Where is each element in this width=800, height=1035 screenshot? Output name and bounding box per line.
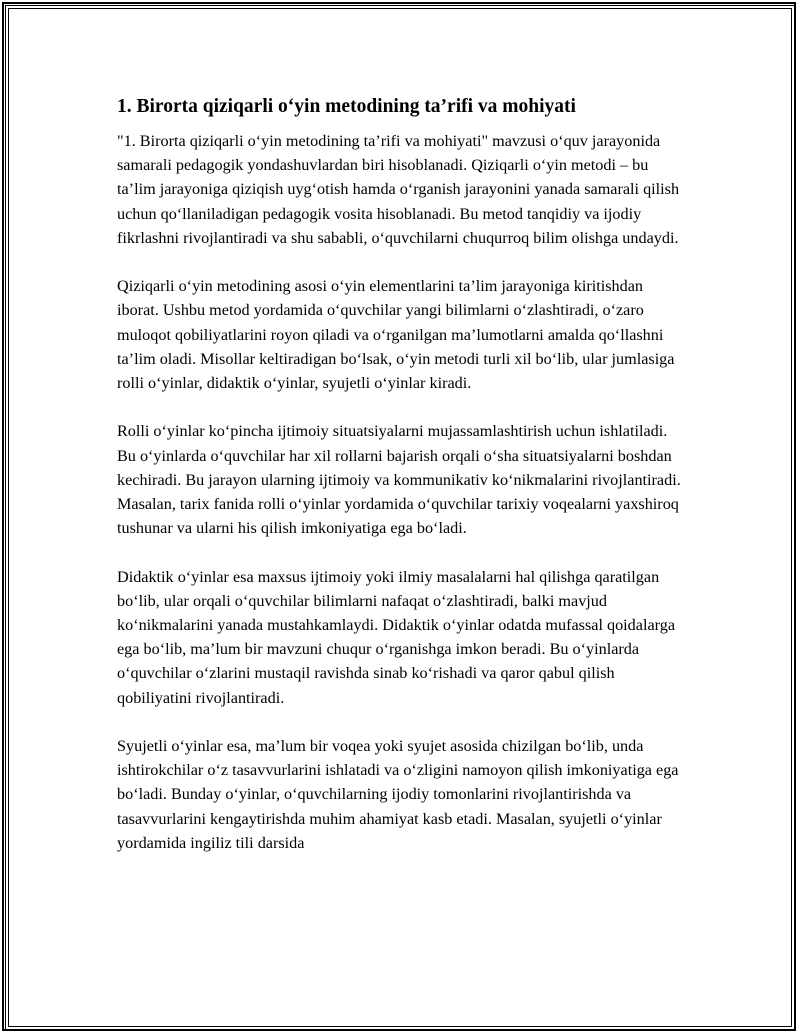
paragraph-didactic-games: Didaktik o‘yinlar esa maxsus ijtimoiy yoki ilmiy masalalarni hal qilishga qaratilgan bo‘lib, ular orqali o‘quvchilar bilimlarni nafaqat o‘zlashtiradi, balki mavjud ko‘nikmalarini yanada mustahkamlaydi. Didaktik o‘yinlar odatda mufassal qoidalarga ega bo‘lib, ma’lum bir mavzuni chuqur o‘rganishga imkon beradi. Bu o‘yinlarda o‘quvchilar o‘zlarini mustaqil ravishda sinab ko‘rishadi va qaror qabul qilish qobiliyatini rivojlantiradi. [117, 567, 676, 707]
document-body [117, 93, 687, 879]
paragraph-plot-games: Syujetli o‘yinlar esa, ma’lum bir voqea yoki syujet asosida chizilgan bo‘lib, unda ishtirokchilar o‘z tasavvurlarini ishlatadi va o‘zligini namoyon qilish imkoniyatiga ega bo‘ladi. Bunday o‘yinlar, o‘quvchilarning ijodiy tomonlarini rivojlantirishda va tasavvurlarini kengaytirishda muhim ahamiyat kasb etadi. Masalan, syujetli o‘yinlar yordamida ingiliz tili darsida [117, 737, 679, 852]
section-heading: 1. Birorta qiziqarli o‘yin metodining ta’rifi va mohiyati [117, 96, 576, 117]
paragraph-intro: "1. Birorta qiziqarli o‘yin metodining ta’rifi va mohiyati" mavzusi o‘quv jarayonida samarali pedagogik yondashuvlardan biri hisoblanadi. Qiziqarli o‘yin metodi – bu ta’lim jarayoniga qiziqish uyg‘otish hamda o‘rganish jarayonini yanada samarali qilish uchun qo‘llaniladigan pedagogik vosita hisoblanadi. Bu metod tanqidiy va ijodiy fikrlashni rivojlantiradi va shu sababli, o‘quvchilarni chuqurroq bilim olishga undaydi. [117, 132, 680, 247]
paragraph-role-games: Rolli o‘yinlar ko‘pincha ijtimoiy situatsiyalarni mujassamlashtirish uchun ishlatiladi. Bu o‘yinlarda o‘quvchilar har xil rollarni bajarish orqali o‘sha situatsiyalarni boshdan kechiradi. Bu jarayon ularning ijtimoiy va kommunikativ ko‘nikmalarini rivojlantiradi. Masalan, tarix fanida rolli o‘yinlar yordamida o‘quvchilar tarixiy voqealarni yaxshiroq tushunar va ularni his qilish imkoniyatiga ega bo‘ladi. [117, 422, 681, 538]
paragraph-basis: Qiziqarli o‘yin metodining asosi o‘yin elementlarini ta’lim jarayoniga kiritishdan iborat. Ushbu metod yordamida o‘quvchilar yangi bilimlarni o‘zlashtiradi, o‘zaro muloqot qobiliyatlarini royon qiladi va o‘rganilgan ma’lumotlarni amalda qo‘llashni ta’lim oladi. Misollar keltiradigan bo‘lsak, o‘yin metodi turli xil bo‘lib, ular jumlasiga rolli o‘yinlar, didaktik o‘yinlar, syujetli o‘yinlar kiradi. [117, 277, 675, 393]
